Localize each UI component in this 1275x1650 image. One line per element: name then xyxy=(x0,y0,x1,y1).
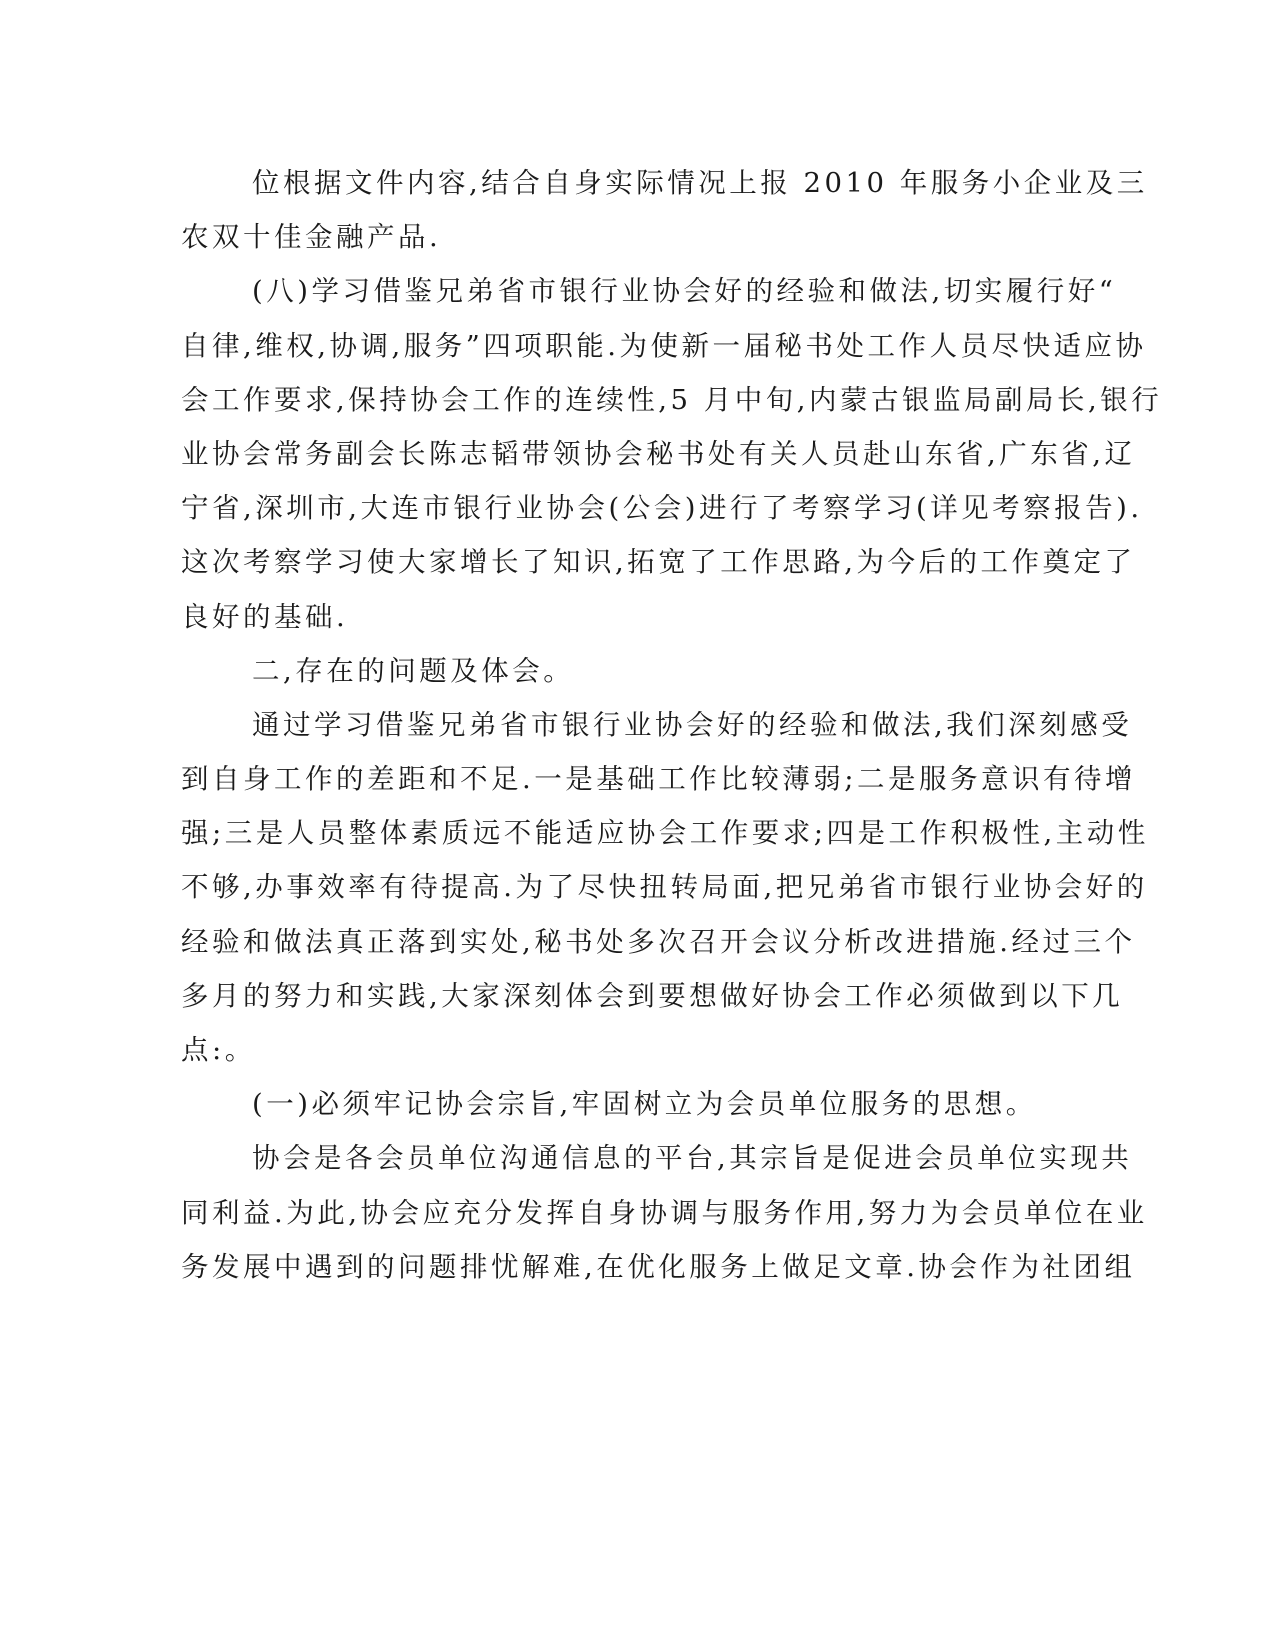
text-line: 通过学习借鉴兄弟省市银行业协会好的经验和做法,我们深刻感受 xyxy=(252,708,1133,741)
text-line: 位根据文件内容,结合自身实际情况上报 2010 年服务小企业及三 xyxy=(252,167,1148,199)
text-line: 农双十佳金融产品. xyxy=(181,221,442,254)
text-line: 协会是各会员单位沟通信息的平台,其宗旨是促进会员单位实现共 xyxy=(252,1142,1133,1175)
text-line: 多月的努力和实践,大家深刻体会到要想做好协会工作必须做到以下几 xyxy=(181,979,1124,1012)
text-line: 务发展中遇到的问题排忧解难,在优化服务上做足文章.协会作为社团组 xyxy=(181,1250,1136,1283)
subsection-heading: (一)必须牢记协会宗旨,牢固树立为会员单位服务的思想。 xyxy=(252,1088,1037,1121)
text-line: 会工作要求,保持协会工作的连续性,5 月中旬,内蒙古银监局副局长,银行 xyxy=(181,383,1163,416)
text-line: 业协会常务副会长陈志韬带领协会秘书处有关人员赴山东省,广东省,辽 xyxy=(181,437,1136,470)
text-line: (八)学习借鉴兄弟省市银行业协会好的经验和做法,切实履行好“ xyxy=(252,275,1117,308)
text-line: 宁省,深圳市,大连市银行业协会(公会)进行了考察学习(详见考察报告). xyxy=(181,492,1143,525)
text-line: 自律,维权,协调,服务”四项职能.为使新一届秘书处工作人员尽快适应协 xyxy=(181,329,1147,362)
document-body xyxy=(181,156,1163,1294)
text-line: 到自身工作的差距和不足.一是基础工作比较薄弱;二是服务意识有待增 xyxy=(181,763,1137,796)
text-line: 经验和做法真正落到实处,秘书处多次召开会议分析改进措施.经过三个 xyxy=(181,925,1136,958)
text-line: 点:。 xyxy=(181,1034,256,1066)
text-line: 不够,办事效率有待提高.为了尽快扭转局面,把兄弟省市银行业协会好的 xyxy=(181,871,1148,904)
text-line: 良好的基础. xyxy=(181,600,349,633)
section-heading: 二,存在的问题及体会。 xyxy=(252,654,575,687)
text-line: 强;三是人员整体素质远不能适应协会工作要求;四是工作积极性,主动性 xyxy=(181,817,1149,850)
text-line: 这次考察学习使大家增长了知识,拓宽了工作思路,为今后的工作奠定了 xyxy=(181,546,1136,579)
text-line: 同利益.为此,协会应充分发挥自身协调与服务作用,努力为会员单位在业 xyxy=(181,1196,1148,1229)
